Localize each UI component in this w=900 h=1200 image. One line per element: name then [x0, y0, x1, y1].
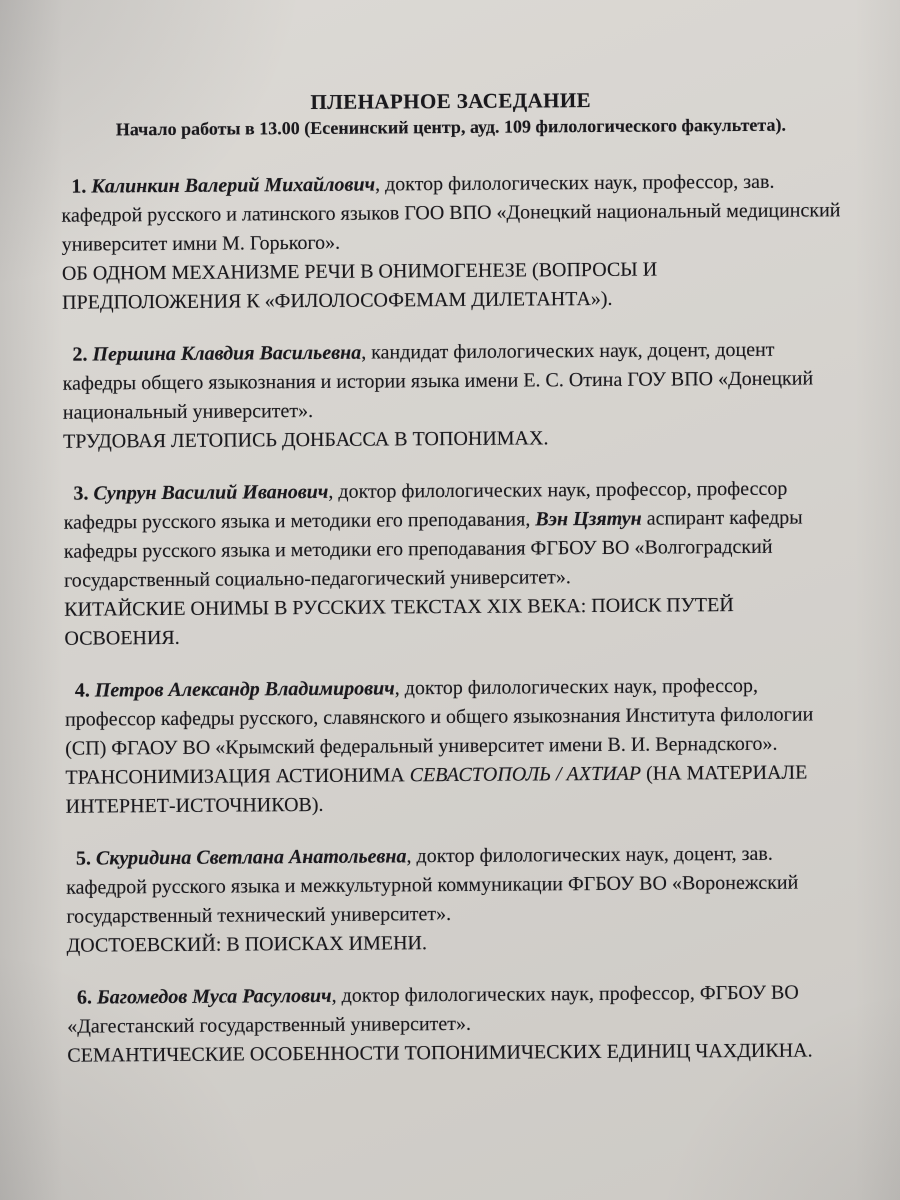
entry-number: 5. [75, 847, 92, 870]
speaker-line [63, 474, 844, 595]
speaker-line [62, 335, 843, 427]
speaker-name: Багомедов Муса Расулович [96, 984, 332, 1009]
speaker-credentials: , доктор филологических наук, профессор, профессор кафедры русского языка и методики его преподавания, [63, 477, 788, 534]
program-entry [67, 978, 848, 1070]
speaker-credentials: аспирант кафедры кафедры русского языка и методики его преподавания ФГБОУ ВО «Волгоградский государственный социально-педагогический университет». [63, 506, 803, 592]
talk-title: ДОСТОЕВСКИЙ: В ПОИСКАХ ИМЕНИ. [66, 932, 427, 957]
program-entry [66, 839, 847, 960]
speaker-line [61, 167, 842, 259]
page-title: ПЛЕНАРНОЕ ЗАСЕДАНИЕ [310, 88, 592, 114]
speaker-credentials: , доктор филологических наук, доцент, зав. кафедрой русского языка и межкультурной коммуникации ФГБОУ ВО «Воронежский государственный технический университет». [66, 842, 799, 928]
speaker-name: Калинкин Валерий Михайлович [91, 173, 376, 198]
speaker-credentials: , доктор филологических наук, профессор, ФГБОУ ВО «Дагестанский государственный университет». [67, 981, 799, 1038]
talk-title: ТРАНСОНИМИЗАЦИЯ АСТИОНИМА СЕВАСТОПОЛЬ / АХТИАР (НА МАТЕРИАЛЕ ИНТЕРНЕТ-ИСТОЧНИКОВ). [65, 761, 808, 818]
speaker-name: Вэн Цзятун [535, 507, 642, 531]
speaker-name: Скуридина Светлана Анатольевна [95, 845, 407, 870]
talk-title: СЕМАНТИЧЕСКИЕ ОСОБЕННОСТИ ТОПОНИМИЧЕСКИХ ЕДИНИЦ ЧАХДИКНА. [67, 1039, 813, 1067]
speaker-line [67, 978, 847, 1041]
entry-number: 2. [72, 343, 88, 366]
talk-title: ОБ ОДНОМ МЕХАНИЗМЕ РЕЧИ В ОНИМОГЕНЕЗЕ (ВОПРОСЫ И ПРЕДПОЛОЖЕНИЯ К «ФИЛОЛОСОФЕМАМ ДИЛЕТАНТА»). [61, 258, 658, 314]
entry-number: 1. [71, 175, 87, 198]
speaker-line [66, 839, 847, 931]
talk-title: ТРУДОВАЯ ЛЕТОПИСЬ ДОНБАССА В ТОПОНИМАХ. [63, 427, 549, 453]
entries [61, 167, 847, 1070]
speaker-name: Супрун Василий Иванович [93, 480, 329, 505]
speaker-line [65, 671, 846, 763]
talk-title: КИТАЙСКИЕ ОНИМЫ В РУССКИХ ТЕКСТАХ XIX ВЕКА: ПОИСК ПУТЕЙ ОСВОЕНИЯ. [64, 594, 734, 650]
entry-number: 4. [74, 679, 90, 702]
program-entry [63, 474, 844, 653]
program-entry [62, 335, 843, 456]
speaker-credentials: , доктор филологических наук, профессор, зав. кафедрой русского и латинского языков ГОО ВПО «Донецкий национальный медицинский университет имни М. Горького». [61, 170, 841, 256]
speaker-credentials: , доктор филологических наук, профессор, профессор кафедры русского, славянского и общего языкознания Института филологии (СП) ФГАОУ ВО «Крымский федеральный университет имени В. И. Вернадского». [64, 674, 814, 760]
entry-number: 3. [73, 482, 89, 505]
entry-number: 6. [76, 986, 93, 1009]
speaker-credentials: , кандидат филологических наук, доцент, доцент кафедры общего языкознания и истории языка имени Е. С. Отина ГОУ ВПО «Донецкий национальный университет». [62, 338, 814, 424]
speaker-name: Петров Александр Владимирович [94, 677, 395, 702]
session-start-info: Начало работы в 13.00 (Есенинский центр, ауд. 109 филологического факультета). [115, 114, 787, 140]
program-entry [61, 167, 842, 317]
speaker-name: Першина Клавдия Васильевна [92, 341, 362, 366]
program-entry [65, 671, 846, 821]
